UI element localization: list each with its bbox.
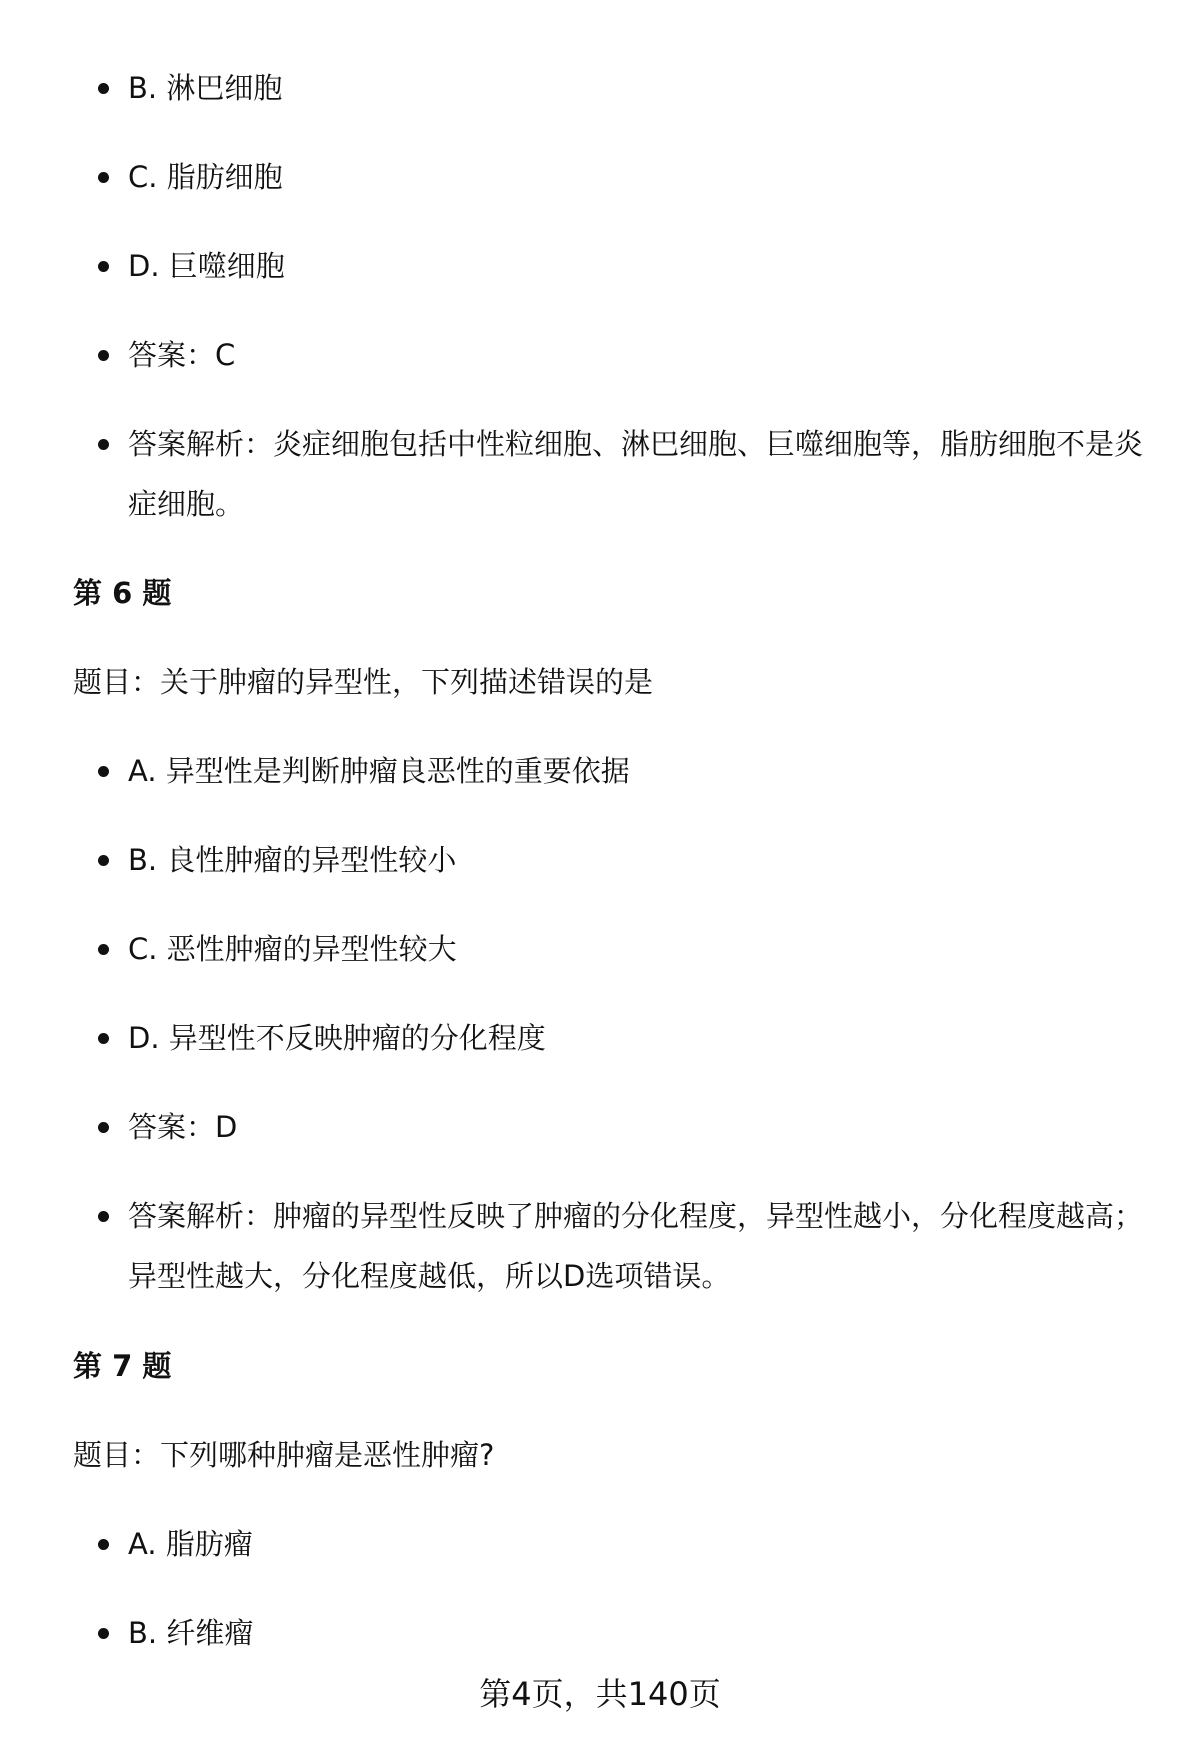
bullet-dot [98, 1211, 109, 1222]
option-text: B. 淋巴细胞 [128, 71, 283, 105]
q7-option-b [128, 1603, 1148, 1663]
q6-answer [128, 1097, 1148, 1157]
bullet-dot [98, 766, 109, 777]
explanation-text: 答案解析：肿瘤的异型性反映了肿瘤的分化程度，异型性越小，分化程度越高；异型性越大，分化程度越低，所以D选项错误。 [128, 1199, 1144, 1293]
page-footer: 第4页，共140页 [479, 1675, 721, 1713]
question-6-heading: 第 6 题 [73, 576, 172, 610]
bullet-dot [98, 1033, 109, 1044]
bullet-dot [98, 350, 109, 361]
answer-text: 答案：C [128, 338, 236, 372]
q6-option-a [128, 741, 1148, 801]
option-text: A. 异型性是判断肿瘤良恶性的重要依据 [128, 754, 630, 788]
bullet-dot [98, 439, 109, 450]
prev-option-c [128, 147, 1148, 207]
q6-option-b [128, 830, 1148, 890]
bullet-dot [98, 944, 109, 955]
option-text: B. 纤维瘤 [128, 1616, 254, 1650]
prev-option-d [128, 236, 1148, 296]
bullet-dot [98, 83, 109, 94]
prev-explanation [128, 414, 1148, 534]
bullet-dot [98, 1539, 109, 1550]
question-6-stem: 题目：关于肿瘤的异型性，下列描述错误的是 [73, 665, 654, 699]
option-text: D. 巨噬细胞 [128, 249, 285, 283]
explanation-text: 答案解析：炎症细胞包括中性粒细胞、淋巴细胞、巨噬细胞等，脂肪细胞不是炎症细胞。 [128, 427, 1144, 521]
option-text: C. 脂肪细胞 [128, 160, 283, 194]
bullet-dot [98, 1628, 109, 1639]
q6-option-c [128, 919, 1148, 979]
option-text: C. 恶性肿瘤的异型性较大 [128, 932, 457, 966]
option-text: B. 良性肿瘤的异型性较小 [128, 843, 457, 877]
answer-text: 答案：D [128, 1110, 238, 1144]
bullet-dot [98, 261, 109, 272]
bullet-dot [98, 855, 109, 866]
q6-option-d [128, 1008, 1148, 1068]
bullet-dot [98, 172, 109, 183]
q6-explanation [128, 1186, 1148, 1306]
q7-option-a [128, 1514, 1148, 1574]
question-7-stem: 题目：下列哪种肿瘤是恶性肿瘤? [73, 1438, 495, 1472]
prev-option-b [128, 58, 1148, 118]
bullet-dot [98, 1122, 109, 1133]
question-7-heading: 第 7 题 [73, 1349, 172, 1383]
option-text: D. 异型性不反映肿瘤的分化程度 [128, 1021, 546, 1055]
prev-answer [128, 325, 1148, 385]
option-text: A. 脂肪瘤 [128, 1527, 253, 1561]
